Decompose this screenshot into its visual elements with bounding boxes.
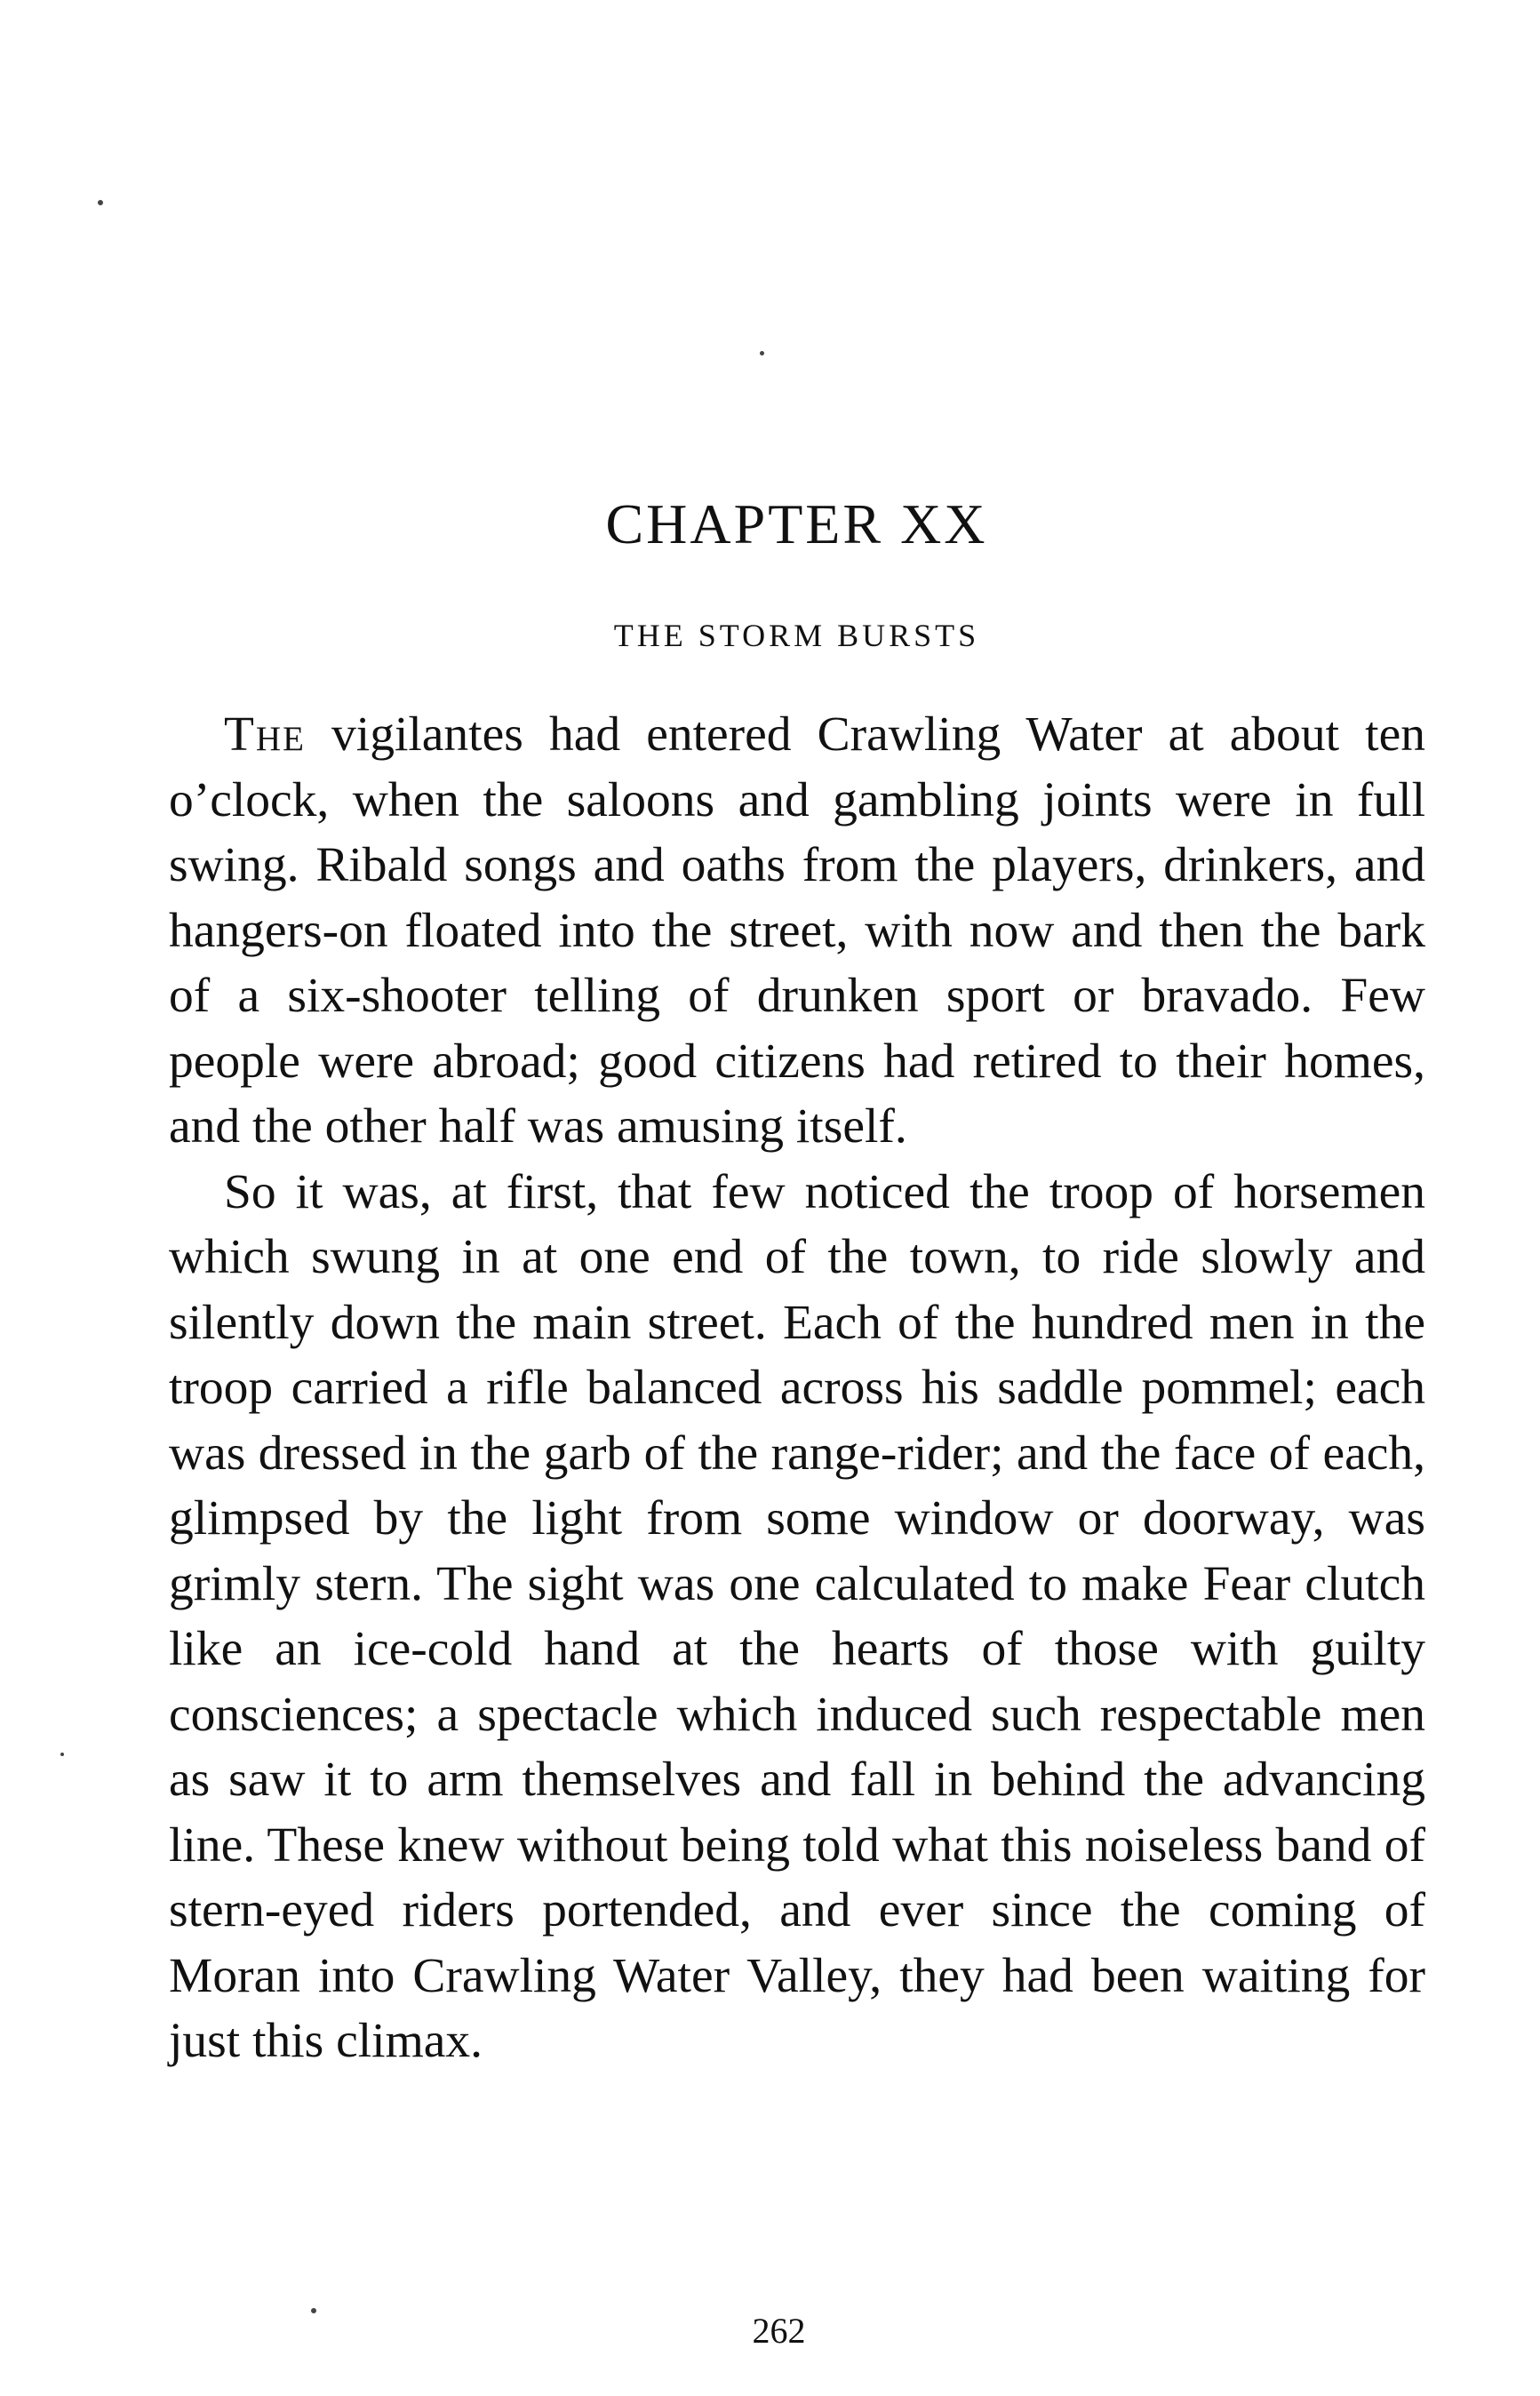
paragraph-1 (169, 702, 1425, 1160)
print-speck (60, 1753, 64, 1756)
chapter-subtitle: THE STORM BURSTS (613, 618, 980, 653)
lead-word: The (224, 707, 306, 762)
chapter-heading: CHAPTER XX (605, 492, 988, 555)
paragraph-2: So it was, at first, that few noticed the troop of horsemen which swung in at one end of the town, to ride slowly and silently down the main street. Each of the hundred men in the troop carried a rifle balanced across his saddle pommel; each was dressed in the garb of the range-rider; and the face of each, glimpsed by the light from some window or doorway, was grimly stern. The sight was one calculated to make Fear clutch like an ice-cold hand at the hearts of those with guilty consciences; a spectacle which induced such respectable men as saw it to arm themselves and fall in behind the advancing line. These knew without being told what this noiseless band of stern-eyed riders portended, and ever since the coming of Moran into Crawling Water Valley, they had been waiting for just this climax. (169, 1164, 1425, 2068)
print-speck (760, 351, 764, 355)
print-speck (98, 200, 103, 205)
chapter-body (169, 702, 1425, 2074)
paragraph-1-text: vigilantes had entered Crawling Water at about ten o’clock, when the saloons and gambling joints were in full swing. Ribald songs and oaths from the players, drinkers, and hangers-on floated into the street, with now and then the bark of a six-shooter telling of drunken sport or bravado. Few people were abroad; good citizens had retired to their homes, and the other half was amusing itself. (169, 707, 1425, 1154)
page-number: 262 (752, 2311, 806, 2351)
